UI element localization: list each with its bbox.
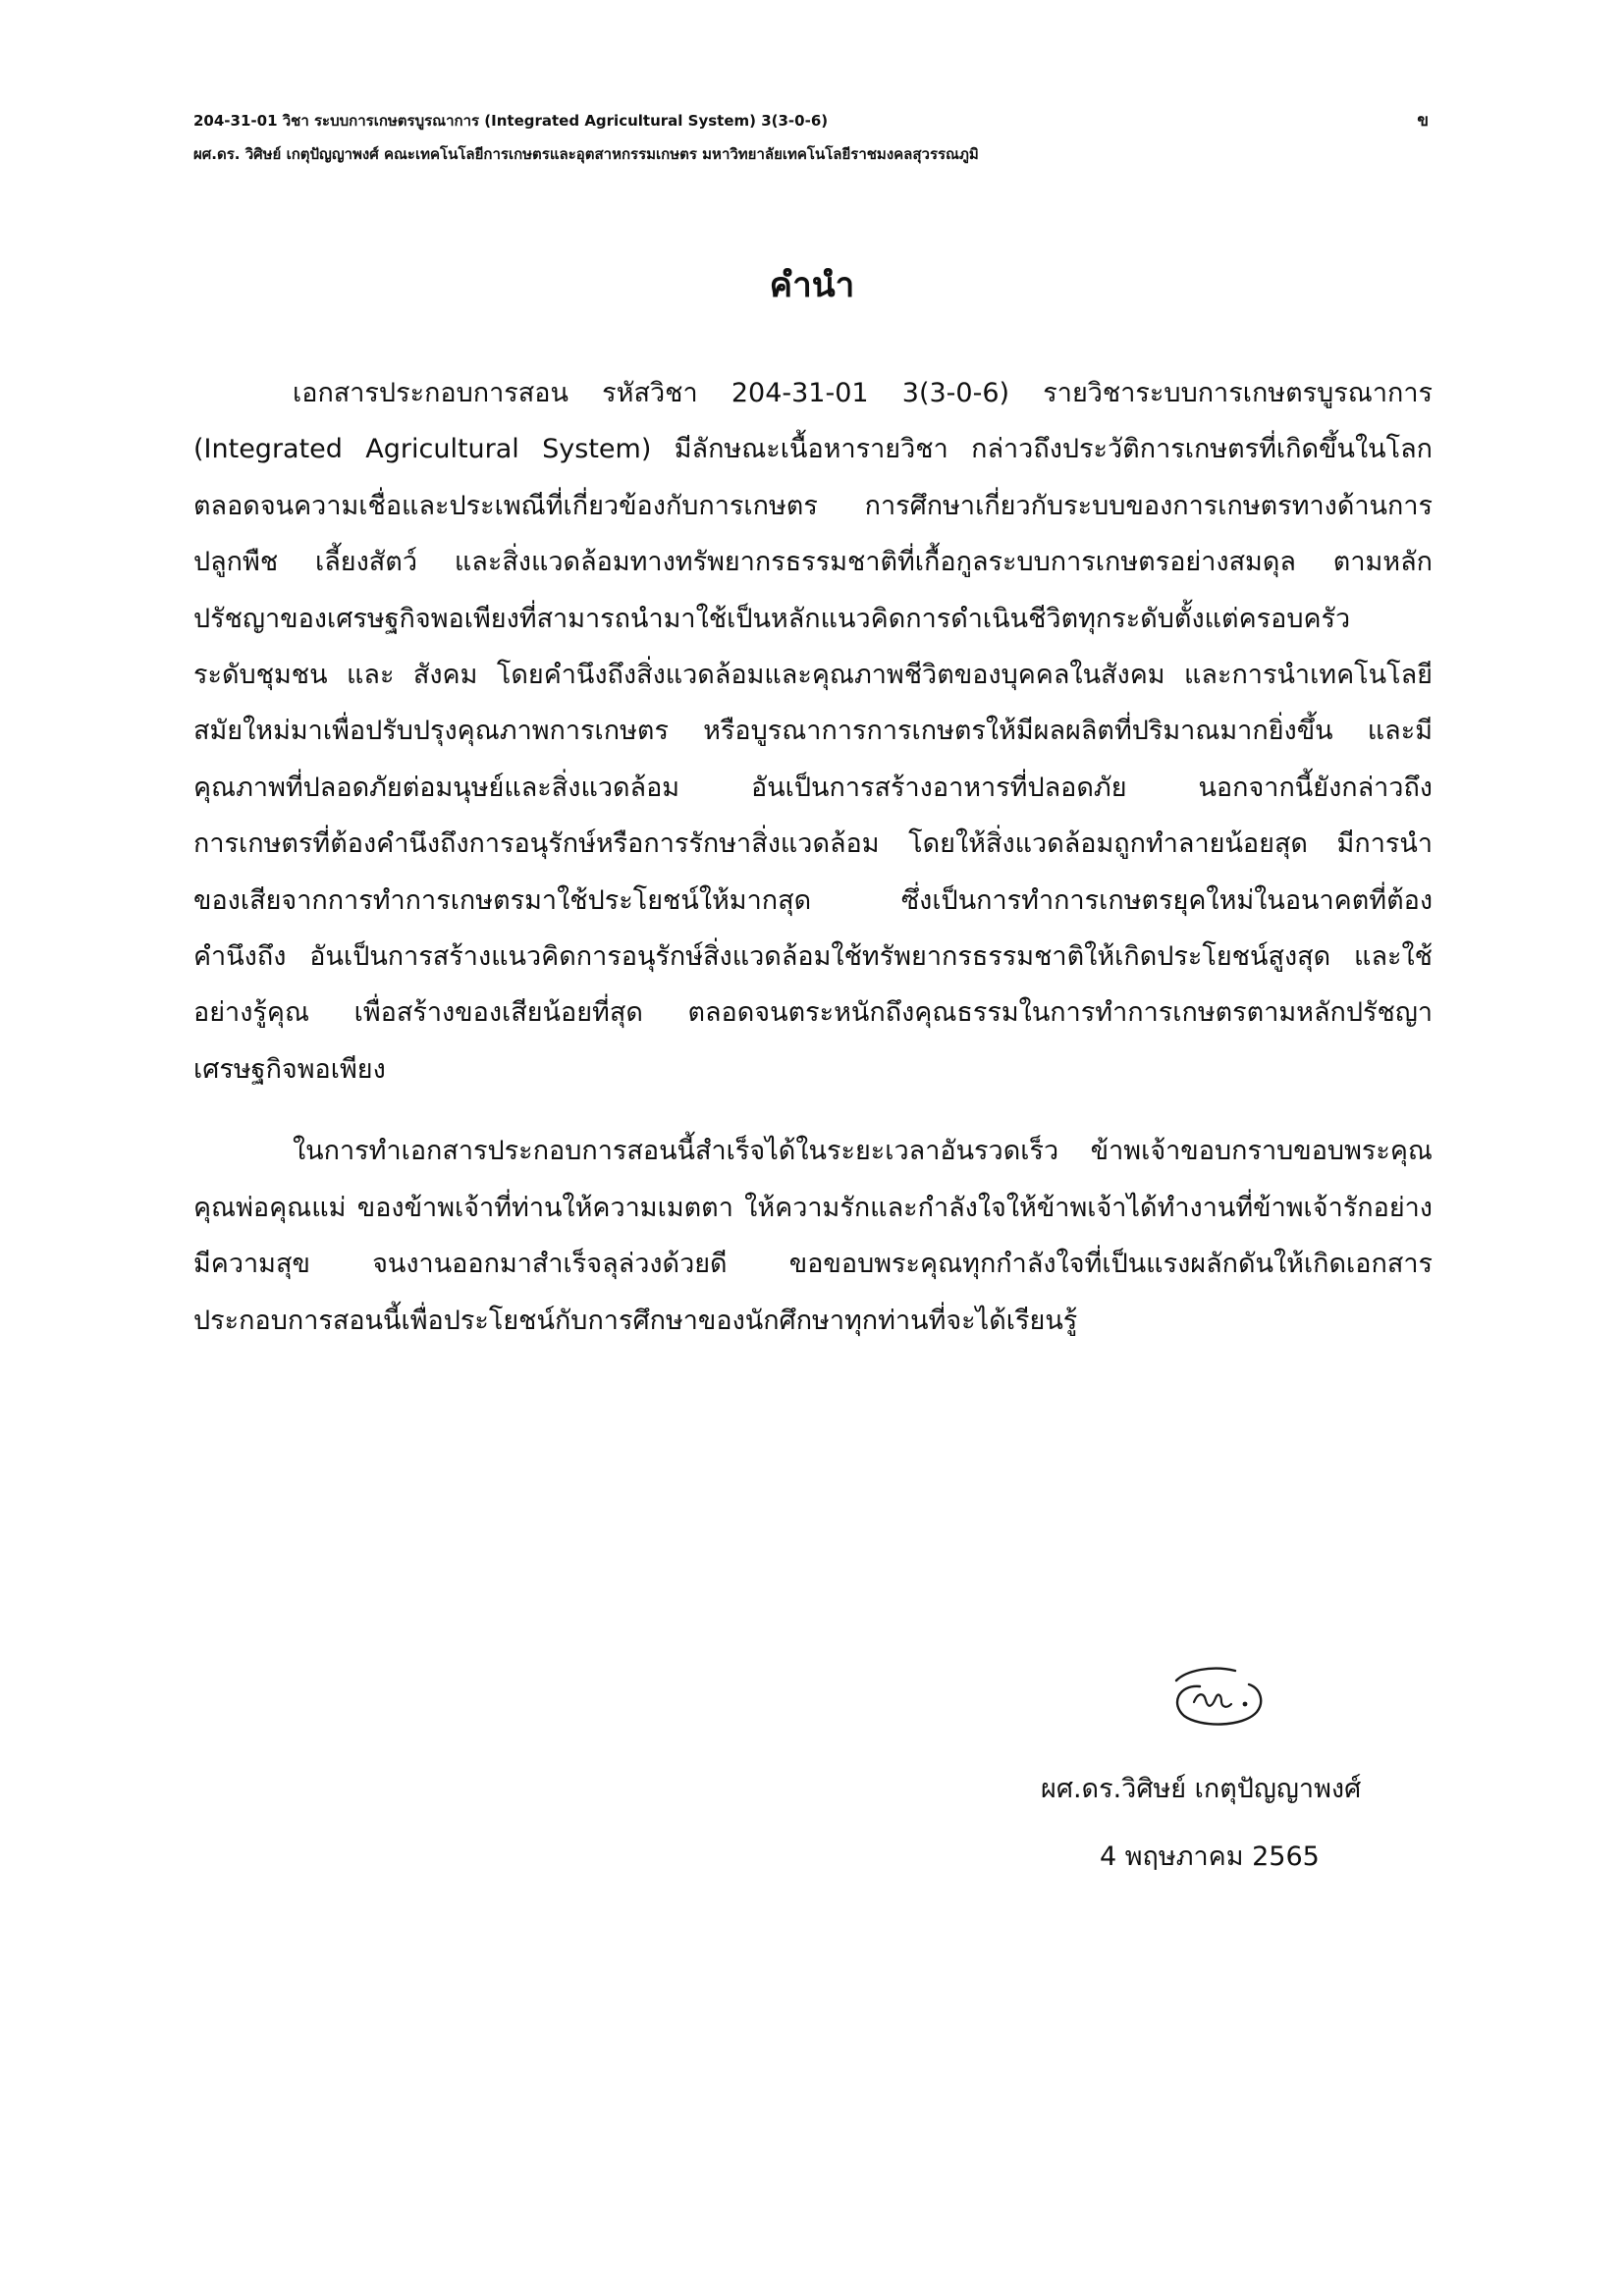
course-title: 204-31-01 วิชา ระบบการเกษตรบูรณาการ (Integrated Agricultural System) 3(3-0-6) [193, 112, 829, 130]
signature-image [1166, 1659, 1269, 1732]
page-title: คำนำ [769, 266, 855, 305]
author-affiliation: ผศ.ดร. วิศิษย์ เกตุปัญญาพงศ์ คณะเทคโนโลยีการเกษตรและอุตสาหกรรมเกษตร มหาวิทยาลัยเทคโนโลยีราชมงคลสุวรรณภูมิ [193, 145, 979, 163]
text-line: เอกสารประกอบการสอน รหัสวิชา 204-31-01 3(3-0-6) รายวิชาระบบการเกษตรบูรณาการ [293, 378, 1433, 408]
page-header [193, 110, 1433, 165]
text-line: (Integrated Agricultural System) มีลักษณะเนื้อหารายวิชา กล่าวถึงประวัติการเกษตรที่เกิดขึ้นในโลก [193, 434, 1433, 465]
text-line: ของเสียจากการทำการเกษตรมาใช้ประโยชน์ให้มากสุด ซึ่งเป็นการทำการเกษตรยุคใหม่ในอนาคตที่ต้อง [193, 884, 1433, 916]
text-line: ปรัชญาของเศรษฐกิจพอเพียงที่สามารถนำมาใช้เป็นหลักแนวคิดการดำเนินชีวิตทุกระดับตั้งแต่ครอบครัว [193, 603, 1351, 634]
paragraph-1 [193, 365, 1433, 1097]
text-line: มีความสุข จนงานออกมาสำเร็จลุล่วงด้วยดี ขอขอบพระคุณทุกกำลังใจที่เป็นแรงผลักดันให้เกิดเอกสาร [193, 1249, 1433, 1280]
text-line: คุณภาพที่ปลอดภัยต่อมนุษย์และสิ่งแวดล้อม อันเป็นการสร้างอาหารที่ปลอดภัย นอกจากนี้ยังกล่าวถึง [193, 772, 1433, 803]
text-line: อย่างรู้คุณ เพื่อสร้างของเสียน้อยที่สุด ตลอดจนตระหนักถึงคุณธรรมในการทำการเกษตรตามหลักปรัชญา [193, 997, 1433, 1029]
text-line: การเกษตรที่ต้องคำนึงถึงการอนุรักษ์หรือการรักษาสิ่งแวดล้อม โดยให้สิ่งแวดล้อมถูกทำลายน้อยสุด มีการนำ [193, 828, 1433, 860]
text-line: ประกอบการสอนนี้เพื่อประโยชน์กับการศึกษาของนักศึกษาทุกท่านที่จะได้เรียนรู้ [193, 1305, 1078, 1336]
text-line: ปลูกพืช เลี้ยงสัตว์ และสิ่งแวดล้อมทางทรัพยากรธรรมชาติที่เกื้อกูลระบบการเกษตรอย่างสมดุล ตามหลัก [193, 547, 1433, 578]
text-line: ระดับชุมชน และ สังคม โดยคำนึงถึงสิ่งแวดล้อมและคุณภาพชีวิตของบุคคลในสังคม และการนำเทคโนโลยี [193, 660, 1433, 691]
text-line: คำนึงถึง อันเป็นการสร้างแนวคิดการอนุรักษ์สิ่งแวดล้อมใช้ทรัพยากรธรรมชาติให้เกิดประโยชน์สูงสุด และใช้ [193, 941, 1433, 973]
text-line: สมัยใหม่มาเพื่อปรับปรุงคุณภาพการเกษตร หรือบูรณาการการเกษตรให้มีผลผลิตที่ปริมาณมากยิ่งขึ้น และมี [193, 716, 1433, 747]
signer-name: ผศ.ดร.วิศิษย์ เกตุปัญญาพงศ์ [1041, 1774, 1362, 1804]
text-line: ตลอดจนความเชื่อและประเพณีที่เกี่ยวข้องกับการเกษตร การศึกษาเกี่ยวกับระบบของการเกษตรทางด้านการ [193, 490, 1433, 521]
page-number: ข [1417, 111, 1429, 131]
text-line: คุณพ่อคุณแม่ ของข้าพเจ้าที่ท่านให้ความเมตตา ให้ความรักและกำลังใจให้ข้าพเจ้าได้ทำงานที่ข้าพเจ้ารักอย่าง [193, 1192, 1433, 1223]
preface-body [193, 365, 1433, 1349]
text-line: ในการทำเอกสารประกอบการสอนนี้สำเร็จได้ในระยะเวลาอันรวดเร็ว ข้าพเจ้าขอบกราบขอบพระคุณ [293, 1136, 1433, 1167]
header-course-row [193, 110, 1433, 132]
paragraph-2 [193, 1123, 1433, 1349]
signature-date: 4 พฤษภาคม 2565 [1100, 1842, 1320, 1872]
text-line: เศรษฐกิจพอเพียง [193, 1053, 386, 1085]
